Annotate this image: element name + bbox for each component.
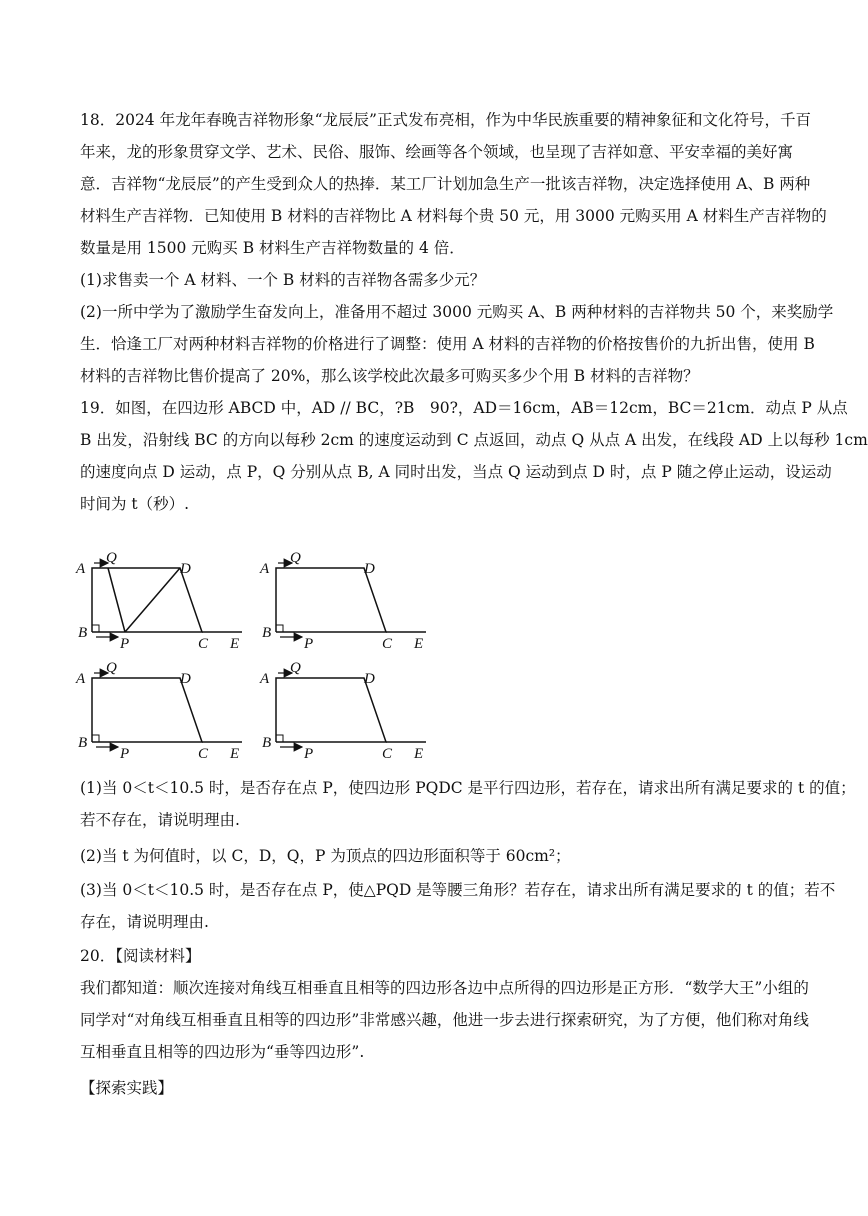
figure-4 [259, 660, 426, 762]
label-D: D [180, 671, 191, 687]
label-E: E [414, 746, 424, 762]
q19-part2-text: (2)当 t 为何值时，以 C，D，Q，P 为顶点的四边形面积等于 60cm²； [80, 847, 571, 865]
label-D: D [364, 561, 375, 577]
q18-part1 [80, 264, 782, 296]
q18-line: 数量是用 1500 元购买 B 材料生产吉祥物数量的 4 倍． [80, 239, 465, 257]
q19-part3-line: 存在，请说明理由. [80, 913, 209, 931]
q19-figures [70, 548, 450, 768]
label-E: E [230, 636, 240, 652]
q20-section [80, 1072, 782, 1104]
q19-part1 [80, 772, 856, 836]
q19-line: 时间为 t（秒）. [80, 495, 190, 513]
q18-line: 年来，龙的形象贯穿文学、艺术、民俗、服饰、绘画等各个领域，也呈现了吉祥如意、平安幸福的美好寓 [80, 143, 794, 161]
q20-title [80, 940, 782, 972]
q19-stem [80, 392, 868, 520]
q18-part2-line: 生．恰逢工厂对两种材料吉祥物的价格进行了调整：使用 A 材料的吉祥物的价格按售价的九折出售，使用 B [80, 335, 815, 353]
q18-part1-text: (1)求售卖一个 A 材料、一个 B 材料的吉祥物各需多少元？ [80, 271, 486, 289]
q19-part1-line: 若不存在，请说明理由. [80, 811, 240, 829]
label-P: P [304, 636, 314, 652]
label-Q: Q [106, 550, 117, 566]
q18-part2-line: 材料的吉祥物比售价提高了 20%，那么该学校此次最多可购买多少个用 B 材料的吉祥物？ [80, 367, 699, 385]
figure-1 [75, 550, 242, 652]
q18-line: 材料生产吉祥物．已知使用 B 材料的吉祥物比 A 材料每个贵 50 元，用 3000 元购买用 A 材料生产吉祥物的 [80, 207, 827, 225]
q19-part3-line: (3)当 0＜t＜10.5 时，是否存在点 P，使△PQD 是等腰三角形？若存在，请求出所有满足要求的 t 的值；若不 [80, 881, 836, 899]
q20-title-text: 20．【阅读材料】 [80, 947, 201, 965]
q18-part2-line: (2)一所中学为了激励学生奋发向上，准备用不超过 3000 元购买 A、B 两种材料的吉祥物共 50 个，来奖励学 [80, 303, 834, 321]
q18-line: 18．2024 年龙年春晚吉祥物形象“龙辰辰”正式发布亮相，作为中华民族重要的精神象征和文化符号，千百 [80, 111, 811, 129]
q19-line: B 出发，沿射线 BC 的方向以每秒 2cm 的速度运动到 C 点返回，动点 Q 从点 A 出发，在线段 AD 上以每秒 1cm [80, 431, 868, 449]
label-A: A [260, 671, 270, 687]
label-D: D [364, 671, 375, 687]
q20-reading [80, 972, 809, 1068]
label-P: P [120, 636, 130, 652]
q18-stem [80, 104, 827, 264]
q19-line: 19．如图，在四边形 ABCD 中，AD // BC，?B 90?，AD＝16cm，AB＝12cm，BC＝21cm．动点 P 从点 [80, 399, 848, 417]
label-C: C [382, 636, 393, 652]
q20-line: 互相垂直且相等的四边形为“垂等四边形”. [80, 1043, 365, 1061]
label-E: E [230, 746, 240, 762]
label-P: P [304, 746, 314, 762]
label-P: P [120, 746, 130, 762]
q19-line: 的速度向点 D 运动，点 P，Q 分别从点 B, A 同时出发，当点 Q 运动到点 D 时，点 P 随之停止运动，设运动 [80, 463, 832, 481]
label-A: A [76, 561, 86, 577]
label-Q: Q [290, 660, 301, 676]
label-E: E [414, 636, 424, 652]
q19-part3 [80, 874, 836, 938]
label-A: A [76, 671, 86, 687]
label-B: B [78, 735, 88, 751]
label-B: B [262, 625, 272, 641]
label-C: C [198, 746, 209, 762]
label-Q: Q [106, 660, 117, 676]
label-B: B [262, 735, 272, 751]
figure-2 [259, 550, 426, 652]
label-A: A [260, 561, 270, 577]
label-D: D [180, 561, 191, 577]
q20-line: 同学对“对角线互相垂直且相等的四边形”非常感兴趣，他进一步去进行探索研究，为了方便，他们称对角线 [80, 1011, 809, 1029]
q20-line: 我们都知道：顺次连接对角线互相垂直且相等的四边形各边中点所得的四边形是正方形．“数学大王”小组的 [80, 979, 809, 997]
q18-line: 意．吉祥物“龙辰辰”的产生受到众人的热捧．某工厂计划加急生产一批该吉祥物，决定选择使用 A、B 两种 [80, 175, 811, 193]
q18-part2 [80, 296, 834, 392]
q19-part2 [80, 840, 782, 872]
q19-part1-line: (1)当 0＜t＜10.5 时，是否存在点 P，使四边形 PQDC 是平行四边形，若存在，请求出所有满足要求的 t 的值； [80, 779, 856, 797]
label-B: B [78, 625, 88, 641]
figure-3 [75, 660, 242, 762]
q20-section-text: 【探索实践】 [80, 1079, 174, 1097]
label-C: C [198, 636, 209, 652]
label-C: C [382, 746, 393, 762]
label-Q: Q [290, 550, 301, 566]
